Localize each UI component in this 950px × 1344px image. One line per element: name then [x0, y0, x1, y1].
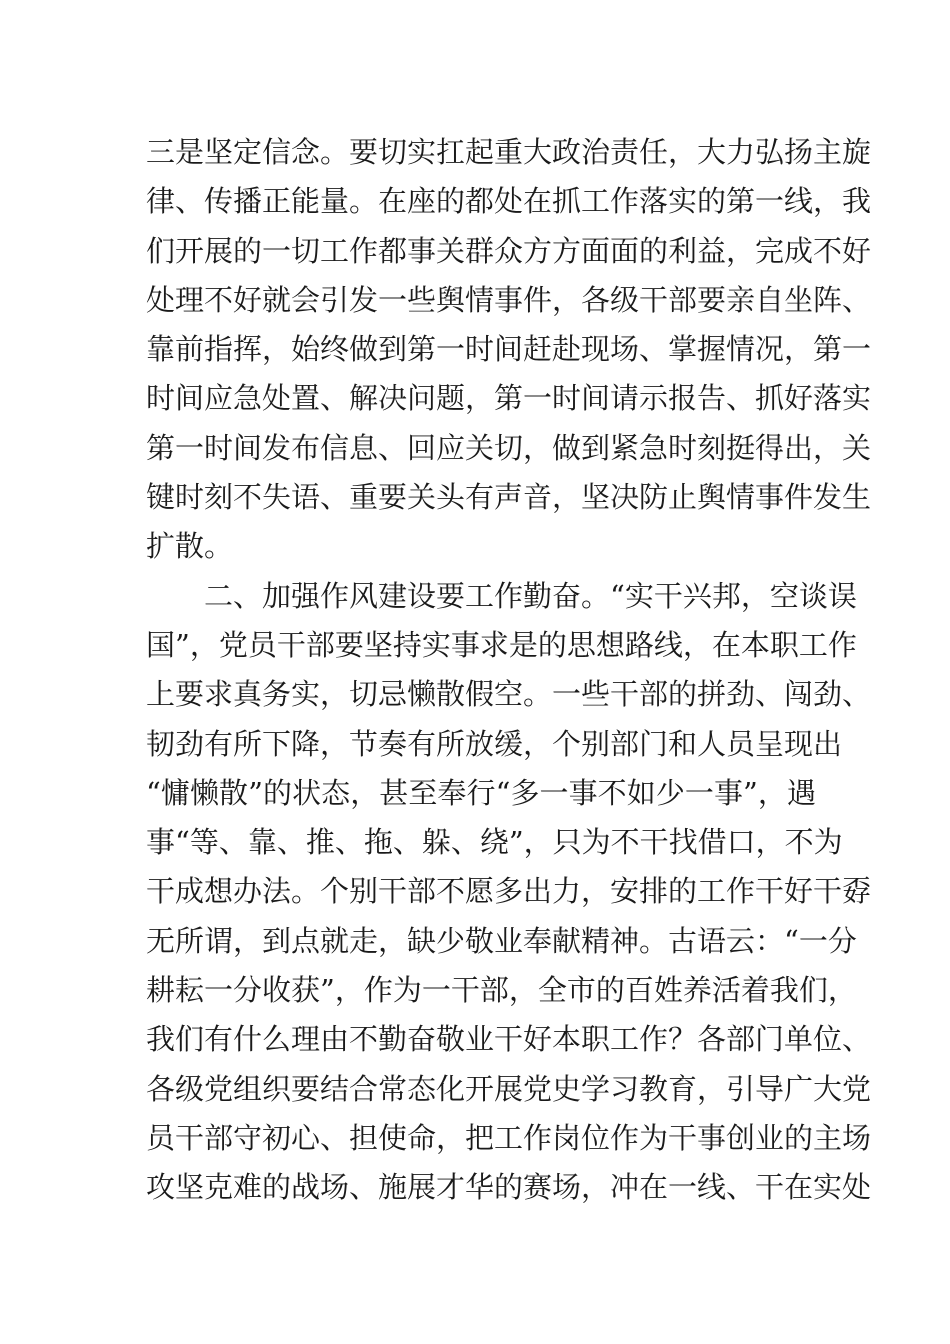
text-line: 二、加强作风建设要工作勤奋。“实干兴邦，空谈误 — [146, 578, 857, 613]
text-line: 员干部守初心、担使命，把工作岗位作为干事创业的主场 — [146, 1120, 872, 1155]
text-line: 事“等、靠、推、拖、躲、绕”，只为不干找借口，不为 — [146, 825, 843, 860]
text-line: 扩散。 — [146, 529, 234, 564]
text-line: 上要求真务实，切忌懒散假空。一些干部的拼劲、闯劲、 — [146, 677, 872, 712]
text-line: 键时刻不失语、重要关头有声音，坚决防止舆情事件发生 — [146, 480, 872, 515]
text-line: 耕耘一分收获”，作为一干部，全市的百姓养活着我们， — [146, 973, 857, 1008]
text-line: 时间应急处置、解决问题，第一时间请示报告、抓好落实 — [146, 381, 872, 416]
text-line: 第一时间发布信息、回应关切，做到紧急时刻挺得出，关 — [146, 430, 872, 465]
body-text — [146, 128, 872, 1213]
text-line: 干成想办法。个别干部不愿多出力，安排的工作干好干孬 — [146, 874, 872, 909]
text-line: 律、传播正能量。在座的都处在抓工作落实的第一线，我 — [146, 184, 872, 219]
text-line: 我们有什么理由不勤奋敬业干好本职工作？各部门单位、 — [146, 1022, 872, 1057]
text-line: 韧劲有所下降，节奏有所放缓，个别部门和人员呈现出 — [146, 726, 843, 761]
text-line: 处理不好就会引发一些舆情事件，各级干部要亲自坐阵、 — [146, 282, 872, 317]
text-line: 各级党组织要结合常态化开展党史学习教育，引导广大党 — [146, 1071, 872, 1106]
text-line: 国”，党员干部要坚持实事求是的思想路线，在本职工作 — [146, 627, 857, 662]
text-line: 攻坚克难的战场、施展才华的赛场，冲在一线、干在实处 — [146, 1170, 872, 1205]
text-line: 三是坚定信念。要切实扛起重大政治责任，大力弘扬主旋 — [146, 135, 872, 169]
text-line: 靠前指挥，始终做到第一时间赶赴现场、掌握情况，第一 — [146, 332, 872, 367]
text-line: “慵懒散”的状态，甚至奉行“多一事不如少一事”，遇 — [146, 775, 816, 810]
text-line: 们开展的一切工作都事关群众方方面面的利益，完成不好 — [146, 233, 872, 268]
text-line: 无所谓，到点就走，缺少敬业奉献精神。古语云：“一分 — [146, 923, 857, 958]
